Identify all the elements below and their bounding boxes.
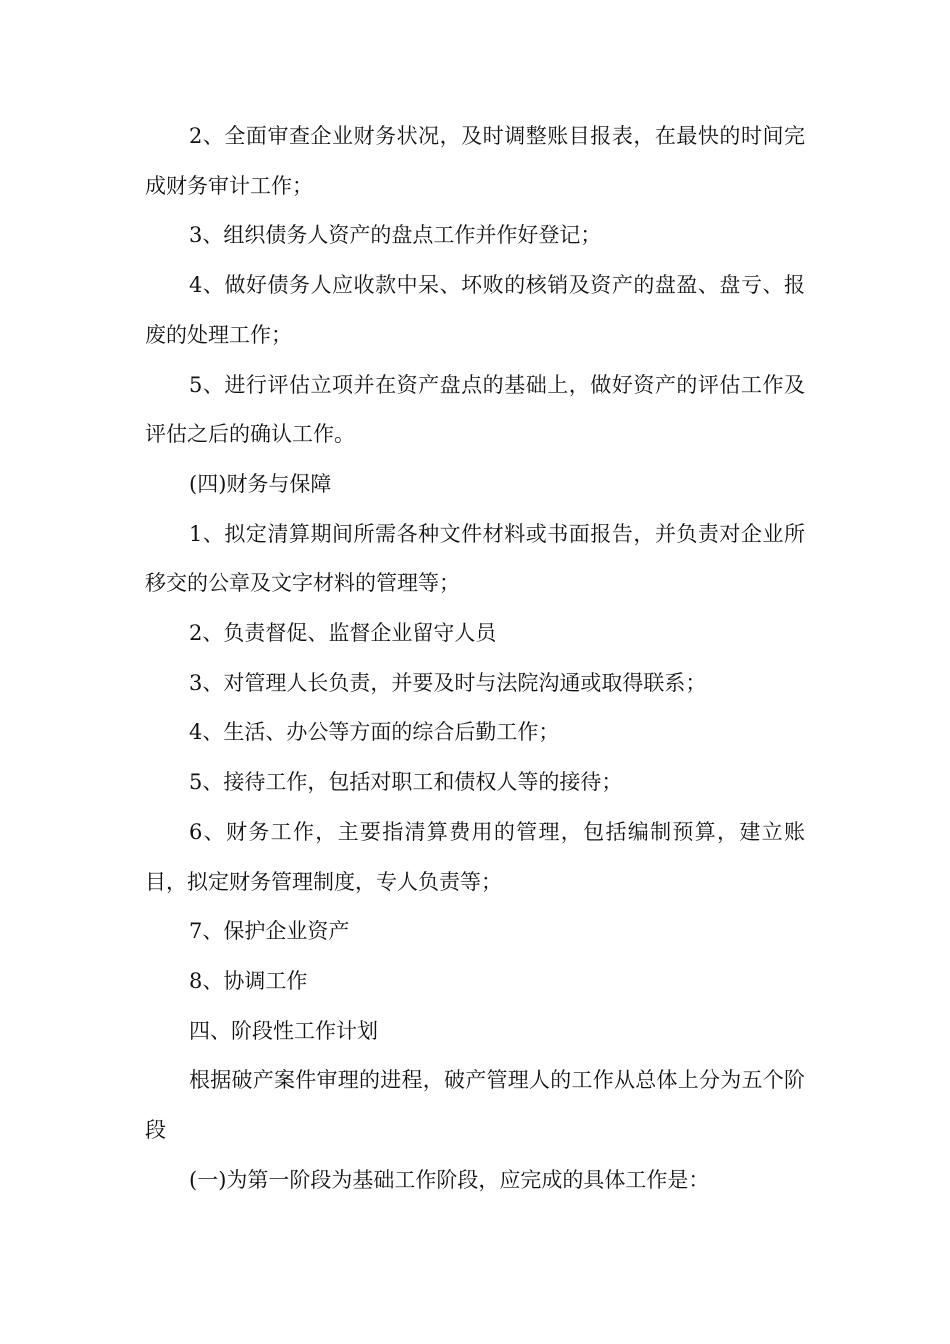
paragraph-item-2-audit: 2、全面审查企业财务状况，及时调整账目报表，在最快的时间完成财务审计工作； xyxy=(145,124,805,198)
paragraph-item-1-documents: 1、拟定清算期间所需各种文件材料或书面报告，并负责对企业所移交的公章及文字材料的管理等； xyxy=(145,521,805,596)
document-body xyxy=(145,112,805,1205)
paragraph-item-4-writeoff: 4、做好债务人应收款中呆、坏败的核销及资产的盘盈、盘亏、报废的处理工作； xyxy=(145,273,805,347)
paragraph-item-3-inventory: 3、组织债务人资产的盘点工作并作好登记； xyxy=(189,223,602,248)
paragraph-item-3-court-liaison: 3、对管理人长负责，并要及时与法院沟通或取得联系； xyxy=(189,670,707,695)
paragraph-item-5-valuation: 5、进行评估立项并在资产盘点的基础上，做好资产的评估工作及评估之后的确认工作。 xyxy=(145,372,805,447)
paragraph-item-5-reception: 5、接待工作，包括对职工和债权人等的接待； xyxy=(189,770,623,795)
paragraph-phase-one: (一)为第一阶段为基础工作阶段，应完成的具体工作是： xyxy=(189,1167,710,1192)
section-heading-phase-plan: 四、阶段性工作计划 xyxy=(189,1018,378,1043)
paragraph-item-4-logistics: 4、生活、办公等方面的综合后勤工作； xyxy=(189,720,560,745)
paragraph-item-6-finance-work: 6、财务工作，主要指清算费用的管理，包括编制预算，建立账目，拟定财务管理制度，专人负责等； xyxy=(145,819,805,894)
paragraph-item-2-supervision: 2、负责督促、监督企业留守人员 xyxy=(189,621,497,646)
paragraph-item-7-asset-protection: 7、保护企业资产 xyxy=(189,919,350,944)
paragraph-item-8-coordination: 8、协调工作 xyxy=(189,968,308,993)
paragraph-phase-overview: 根据破产案件审理的进程，破产管理人的工作从总体上分为五个阶段 xyxy=(145,1068,805,1143)
section-heading-finance-support: (四)财务与保障 xyxy=(189,471,332,496)
